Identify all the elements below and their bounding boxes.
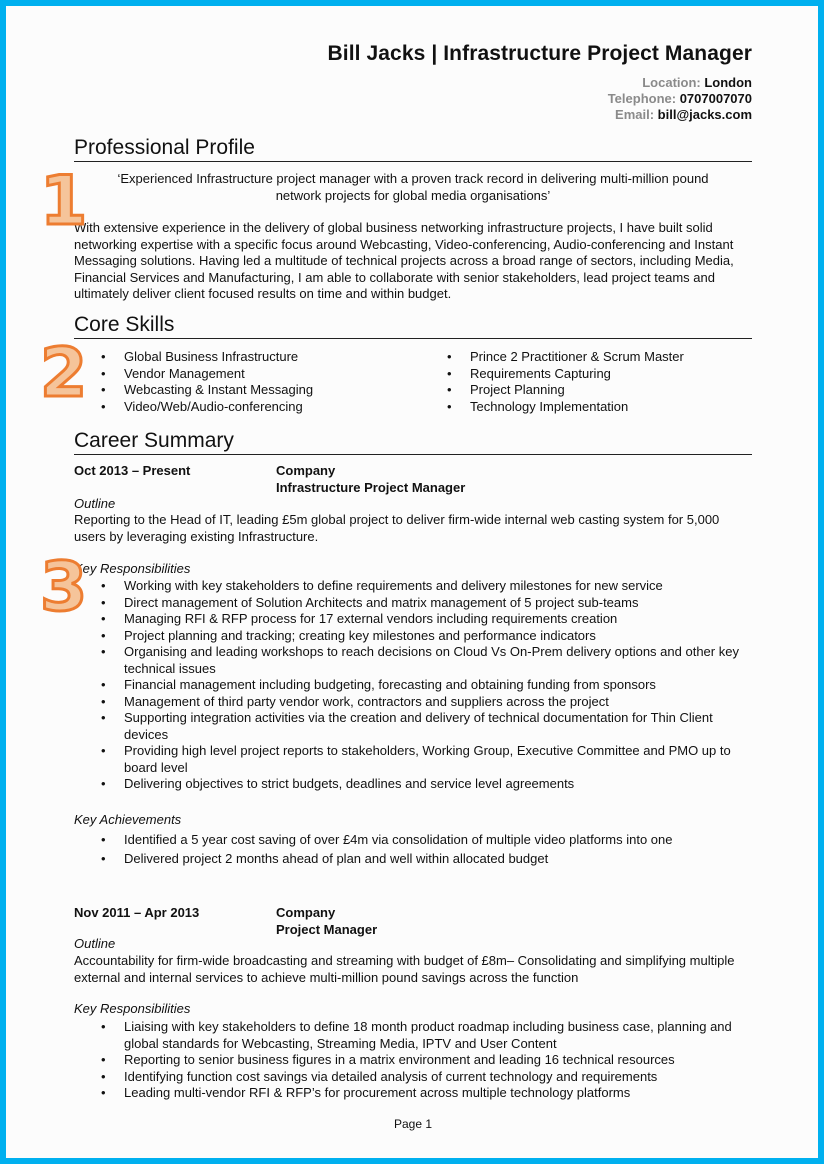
profile-body: With extensive experience in the delivery of global business networking infrastructure projects, I have built solid networking expertise with a specific focus around Webcasting, Video-conferencing, Audio-conferencing and Instant Messaging solutions. Having led a multitude of technical projects across a broad range of sectors, including Media, Financial Services and Manufacturing, I am able to collaborate with senior stakeholders, lead project teams and ultimately deliver client focused results on time and within budget. xyxy=(74,220,734,301)
outline-label: Outline xyxy=(74,496,116,511)
responsibility-item: • Providing high level project reports to stakeholders, Working Group, Executive Committee and PMO up to board level xyxy=(74,743,752,776)
step-marker-2: 2 xyxy=(40,334,88,413)
responsibility-item: • Delivering objectives to strict budgets, deadlines and service level agreements xyxy=(74,776,752,793)
contact-telephone: Telephone: 0707007070 xyxy=(607,91,752,106)
skill-item: • Prince 2 Practitioner & Scrum Master xyxy=(420,349,760,366)
responsibility-item: • Project planning and tracking; creating key milestones and performance indicators xyxy=(74,628,752,645)
skills-left-column xyxy=(74,349,414,415)
step-marker-1: 1 xyxy=(40,162,88,241)
skill-item: • Video/Web/Audio-conferencing xyxy=(74,399,414,416)
skill-item: • Global Business Infrastructure xyxy=(74,349,414,366)
responsibilities-label: Key Responsibilities xyxy=(74,561,191,576)
job-dates: Nov 2011 – Apr 2013 xyxy=(74,905,200,920)
responsibility-item: • Managing RFI & RFP process for 17 external vendors including requirements creation xyxy=(74,611,752,628)
profile-quote: ‘Experienced Infrastructure project manager with a proven track record in delivering multi-million pound network projects for global media organisations’ xyxy=(117,171,709,203)
section-heading-profile: Professional Profile xyxy=(74,136,752,162)
page-number: Page 1 xyxy=(393,1117,433,1131)
responsibility-item: • Identifying function cost savings via detailed analysis of current technology and requirements xyxy=(74,1069,752,1086)
job-company-role: Company Infrastructure Project Manager xyxy=(276,463,466,495)
skill-item: • Technology Implementation xyxy=(420,399,760,416)
responsibility-item: • Direct management of Solution Architects and matrix management of 5 project sub-teams xyxy=(74,595,752,612)
responsibility-item: • Organising and leading workshops to reach decisions on Cloud Vs On-Prem delivery options and other key technical issues xyxy=(74,644,752,677)
responsibility-item: • Financial management including budgeting, forecasting and obtaining funding from sponsors xyxy=(74,677,752,694)
job-outline: Reporting to the Head of IT, leading £5m global project to deliver firm-wide internal web casting system for 5,000 users by leveraging existing Infrastructure. xyxy=(74,512,720,544)
responsibilities-list xyxy=(74,578,752,793)
responsibilities-list xyxy=(74,1019,752,1102)
achievement-item: • Delivered project 2 months ahead of plan and well within allocated budget xyxy=(74,849,752,868)
achievements-list xyxy=(74,830,752,868)
responsibility-item: • Management of third party vendor work, contractors and suppliers across the project xyxy=(74,694,752,711)
skill-item: • Project Planning xyxy=(420,382,760,399)
job-company-role: Company Project Manager xyxy=(276,905,378,937)
name-title: Bill Jacks | Infrastructure Project Manager xyxy=(327,42,752,65)
section-heading-skills: Core Skills xyxy=(74,313,752,339)
responsibility-item: • Supporting integration activities via the creation and delivery of technical documentation for Thin Client devices xyxy=(74,710,752,743)
responsibility-item: • Working with key stakeholders to define requirements and delivery milestones for new service xyxy=(74,578,752,595)
step-marker-3: 3 xyxy=(40,548,88,627)
contact-block xyxy=(608,75,752,123)
skills-right-column xyxy=(420,349,760,415)
job-outline: Accountability for firm-wide broadcasting and streaming with budget of £8m– Consolidating and simplifying multiple external and internal services to achieve multi-million pound savings across the function xyxy=(74,953,735,985)
responsibilities-label: Key Responsibilities xyxy=(74,1001,191,1016)
achievements-label: Key Achievements xyxy=(74,812,182,827)
skill-item: • Vendor Management xyxy=(74,366,414,383)
contact-location: Location: London xyxy=(642,75,752,90)
achievement-item: • Identified a 5 year cost saving of over £4m via consolidation of multiple video platforms into one xyxy=(74,830,752,849)
contact-email: Email: bill@jacks.com xyxy=(615,107,752,122)
skill-item: • Webcasting & Instant Messaging xyxy=(74,382,414,399)
job-header xyxy=(74,463,752,497)
responsibility-item: • Leading multi-vendor RFI & RFP’s for procurement across multiple technology platforms xyxy=(74,1085,752,1102)
skill-item: • Requirements Capturing xyxy=(420,366,760,383)
job-header xyxy=(74,905,752,939)
job-dates: Oct 2013 – Present xyxy=(74,463,191,478)
responsibility-item: • Liaising with key stakeholders to define 18 month product roadmap including business case, planning and global standards for Webcasting, Streaming Media, IPTV and User Content xyxy=(74,1019,752,1052)
section-heading-career: Career Summary xyxy=(74,429,752,455)
outline-label: Outline xyxy=(74,936,116,951)
responsibility-item: • Reporting to senior business figures in a matrix environment and leading 16 technical resources xyxy=(74,1052,752,1069)
